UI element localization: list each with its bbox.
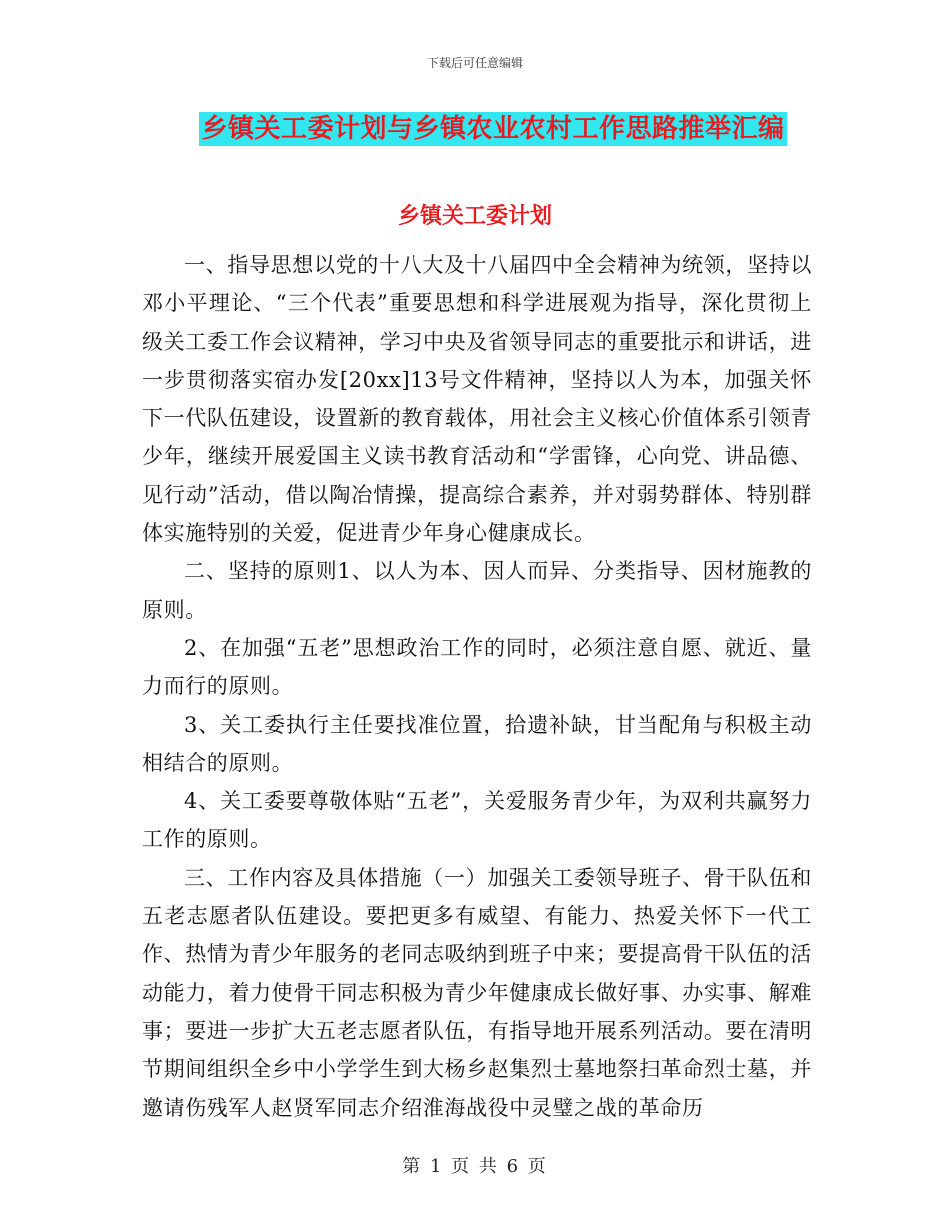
page-header-note: 下载后可任意编辑 [426,56,523,70]
document-title: 乡镇关工委计划与乡镇农业农村工作思路推举汇编 [201,114,785,144]
paragraph: 2、在加强“五老”思想政治工作的同时，必须注意自愿、就近、量力而行的原则。 [142,635,812,699]
paragraph: 一、指导思想以党的十八大及十八届四中全会精神为统领，坚持以邓小平理论、“三个代表”重要思想和科学进展观为指导，深化贯彻上级关工委工作会议精神，学习中央及省领导同志的重要批示和讲话，进一步贯彻落实宿办发[20xx]13号文件精神，坚持以人为本，加强关怀下一代队伍建设，设置新的教育载体，用社会主义核心价值体系引领青少年，继续开展爱国主义读书教育活动和“学雷锋，心向党、讲品德、见行动”活动，借以陶冶情操，提高综合素养，并对弱势群体、特别群体实施特别的关爱，促进青少年身心健康成长。 [142,253,812,546]
paragraph: 3、关工委执行主任要找准位置，拾遗补缺，甘当配角与积极主动相结合的原则。 [142,712,812,775]
paragraph: 二、坚持的原则1、以人为本、因人而异、分类指导、因材施教的原则。 [142,559,812,622]
document-title-container [0,112,950,146]
document-body [142,246,812,1127]
page-number-footer: 第 1 页 共 6 页 [402,1156,548,1177]
paragraph: 4、关工委要尊敬体贴“五老”，关爱服务青少年，为双利共赢努力工作的原则。 [142,789,812,852]
paragraph: 三、工作内容及具体措施（一）加强关工委领导班子、骨干队伍和五老志愿者队伍建设。要把更多有威望、有能力、热爱关怀下一代工作、热情为青少年服务的老同志吸纳到班子中来；要提高骨干队伍的活动能力，着力使骨干同志积极为青少年健康成长做好事、办实事、解难事；要进一步扩大五老志愿者队伍，有指导地开展系列活动。要在清明节期间组织全乡中小学学生到大杨乡赵集烈士墓地祭扫革命烈士墓，并邀请伤残军人赵贤军同志介绍淮海战役中灵璧之战的革命历 [142,865,812,1120]
section-title: 乡镇关工委计划 [397,204,552,229]
